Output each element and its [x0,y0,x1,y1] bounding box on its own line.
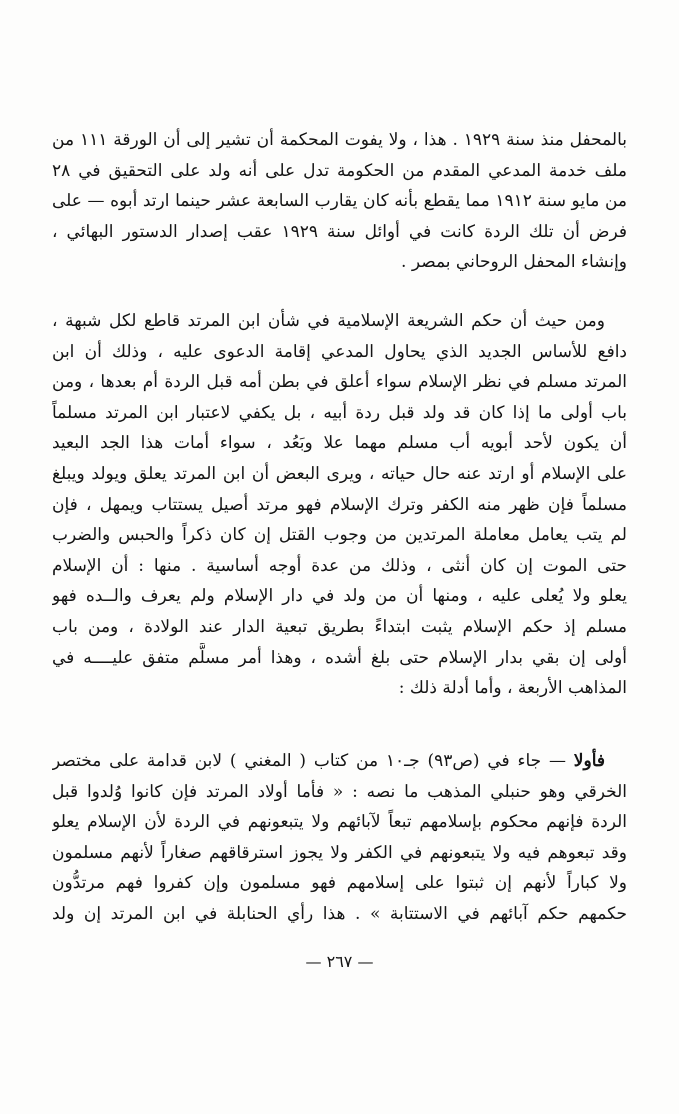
paragraph-line: ومن حيث أن حكم الشريعة الإسلامية في شأن ابن المرتد قاطع لكل شبهة ، [52,311,605,331]
paragraph-1 [52,125,627,278]
section-lead: فأولا [573,751,606,771]
paragraph-line: باب أولى ما إذا كان قد ولد قبل ردة أبيه ، بل يكفي لاعتبار ابن المرتد مسلماً [52,402,627,423]
paragraph-line: حتى الموت إن كان أنثى ، وذلك من عدة أوجه أساسية . منها : أن الإسلام [52,555,627,576]
paragraph-line: مسلم إذ حكم الإسلام يثبت ابتداءً بطريق تبعية الدار عند الولادة ، ومن باب [52,616,627,637]
paragraph-line: أن يكون لأحد أبويه أب مسلم مهما علا وبَعُد ، سواء أمات هذا الجد البعيد [52,433,627,454]
paragraph-line: ولا كباراً لأنهم إن ثبتوا على إسلامهم فهو مسلمون وإن كفروا فهم مرتدُّون [52,873,627,894]
paragraph-line: مسلماً فإن ظهر منه الكفر وترك الإسلام فهو مرتد أصيل يستتاب ويمهل ، فإن [52,494,627,515]
paragraph-line: المرتد مسلم في نظر الإسلام سواء أعلق في بطن أمه قبل الردة أم بعدها ، ومن [52,372,627,393]
paragraph-line: وإنشاء المحفل الروحاني بمصر . [401,252,627,273]
paragraph-line: من مايو سنة ١٩١٢ مما يقطع بأنه كان يقارب السابعة عشر حينما ارتد أبوه — على [52,191,627,212]
page-number: — ٢٦٧ — [305,952,374,971]
paragraph-line: دافع للأساس الجديد الذي يحاول المدعي إقامة الدعوى عليه ، وذلك أن ابن [52,341,627,362]
paragraph-line: المذاهب الأربعة ، وأما أدلة ذلك : [398,678,627,699]
paragraph-line: حكمهم حكم آبائهم في الاستتابة » . هذا رأي الحنابلة في ابن المرتد إن ولد [52,903,627,924]
paragraph-line: أولى إن بقي بدار الإسلام حتى بلغ أشده ، وهذا أمر مسلَّم متفق عليــــه في [52,647,627,668]
paragraph-3 [52,746,627,930]
paragraph-line: الخرقي وهو حنبلي المذهب ما نصه : « فأما أولاد المرتد فإن كانوا وُلدوا قبل [52,781,627,802]
paragraph-line: الردة فإنهم محكوم بإسلامهم تبعاً لآبائهم ولا يتبعونهم في الردة لأن الإسلام يعلو [52,812,627,833]
paragraph-line: بالمحفل منذ سنة ١٩٢٩ . هذا ، ولا يفوت المحكمة أن تشير إلى أن الورقة ١١١ من [52,130,627,150]
paragraph-line: ملف خدمة المدعي المقدم من الحكومة تدل على أنه ولد على التحقيق في ٢٨ [52,160,627,181]
paragraph-line-rest: — جاء في (ص٩٣) جـ١٠ من كتاب ( المغني ) لابن قدامة على مختصر [52,751,574,771]
paragraph-line: فرض أن تلك الردة كانت في أوائل سنة ١٩٢٩ عقب إصدار الدستور البهائي ، [52,221,627,242]
paragraph-2 [52,306,627,704]
paragraph-line: على الإسلام أو ارتد عنه حال حياته ، ويرى البعض أن ابن المرتد يعلق ويولد ويبلغ [52,463,627,484]
paragraph-line [52,746,627,777]
paragraph-line: وقد تبعوهم فيه ولا يتبعونهم في الكفر ولا يجوز استرقاقهم صغاراً لأنهم مسلمون [52,842,627,863]
paragraph-line: لم يتب يعامل معاملة المرتدين من وجوب القتل إن كان ذكراً والحبس والضرب [52,525,627,546]
paragraph-line: يعلو ولا يُعلى عليه ، ومنها أن من ولد في دار الإسلام ولم يعرف والــده فهو [52,586,627,607]
